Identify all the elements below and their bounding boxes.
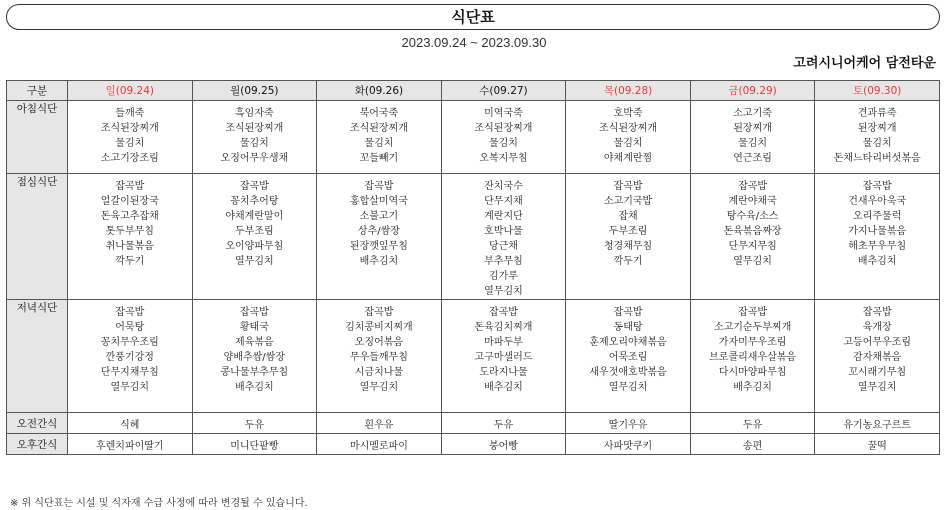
menu-item: 콩나물부추무침 <box>220 367 289 378</box>
menu-cell <box>815 300 940 413</box>
menu-item: 열무김치 <box>608 382 648 393</box>
facility-name: 고려시니어케어 담전타운 <box>793 56 936 71</box>
menu-cell <box>68 300 193 413</box>
row-pm-snack <box>7 434 940 455</box>
menu-table <box>6 80 940 455</box>
header-label: 구분 <box>7 81 68 101</box>
menu-item: 오징어무우생채 <box>220 153 289 164</box>
menu-item: 꽁치무우조림 <box>100 337 159 348</box>
menu-item: 소불고기 <box>359 211 399 222</box>
date-range: 2023.09.24 ~ 2023.09.30 <box>401 35 547 50</box>
menu-item: 야채계란말이 <box>225 211 284 222</box>
menu-item: 시금치나물 <box>354 367 404 378</box>
menu-item: 잡곡밥 <box>613 307 643 318</box>
menu-item: 단무지채무침 <box>100 367 159 378</box>
day-header-thu: 목(09.28) <box>566 81 691 101</box>
menu-item: 호박나물 <box>484 226 523 237</box>
day-header-fri: 금(09.29) <box>690 81 815 101</box>
menu-item: 배추김치 <box>484 382 523 393</box>
menu-item: 물김치 <box>364 138 394 149</box>
menu-item: 물김치 <box>862 138 892 149</box>
menu-item: 두부조림 <box>235 226 274 237</box>
menu-item: 브로콜리새우살볶음 <box>709 352 797 363</box>
menu-cell <box>690 174 815 300</box>
menu-item: 잡곡밥 <box>115 181 145 192</box>
menu-item: 조식된장찌개 <box>100 123 159 134</box>
menu-item: 된장찌개 <box>857 123 897 134</box>
menu-item: 오이양파무침 <box>225 241 284 252</box>
menu-item: 배추김치 <box>359 256 399 267</box>
menu-item: 조식된장찌개 <box>225 123 284 134</box>
menu-item: 조식된장찌개 <box>349 123 408 134</box>
menu-item: 취나물볶음 <box>105 241 154 252</box>
menu-item: 계란지단 <box>484 211 523 222</box>
header-row <box>7 81 940 101</box>
menu-item: 꽁치추어탕 <box>230 196 279 207</box>
menu-item: 상추/쌈장 <box>357 226 400 237</box>
day-header-wed: 수(09.27) <box>441 81 566 101</box>
menu-cell <box>441 174 566 300</box>
menu-item: 깍두기 <box>613 256 643 267</box>
day-header-tue: 화(09.26) <box>317 81 442 101</box>
menu-item: 소고기국밥 <box>603 196 653 207</box>
menu-item: 돈채느타리버섯볶음 <box>833 153 921 164</box>
menu-item: 잡곡밥 <box>488 307 518 318</box>
menu-cell <box>192 174 317 300</box>
row-label: 저녁식단 <box>7 300 68 413</box>
footnote: ※ 위 식단표는 시설 및 식자재 수급 사정에 따라 변경될 수 있습니다. <box>10 498 308 509</box>
menu-item: 당근채 <box>488 241 518 252</box>
menu-item: 동태탕 <box>613 322 643 333</box>
menu-item: 깐풍기강정 <box>105 352 154 363</box>
menu-item: 잡곡밥 <box>364 181 394 192</box>
menu-item: 물김치 <box>613 138 643 149</box>
menu-item: 단무지채 <box>484 196 523 207</box>
menu-item: 잡곡밥 <box>862 181 892 192</box>
menu-item: 물김치 <box>738 138 768 149</box>
menu-item: 어묵탕 <box>115 322 145 333</box>
menu-item: 육개장 <box>862 322 892 333</box>
menu-item: 탕수육/소스 <box>726 211 779 222</box>
menu-item: 미역국죽 <box>484 108 523 119</box>
menu-cell <box>441 101 566 174</box>
snack-cell: 마시멜로파이 <box>317 434 442 455</box>
menu-cell <box>317 101 442 174</box>
menu-item: 잔치국수 <box>484 181 523 192</box>
day-header-mon: 월(09.25) <box>192 81 317 101</box>
menu-item: 두부조림 <box>608 226 648 237</box>
menu-item: 김가루 <box>488 271 518 282</box>
menu-item: 훈제오리야채볶음 <box>589 337 667 348</box>
menu-cell <box>192 300 317 413</box>
menu-item: 호박죽 <box>613 108 643 119</box>
menu-item: 가지나물볶음 <box>848 226 907 237</box>
menu-item: 돈육고추잡채 <box>100 211 159 222</box>
menu-item: 물김치 <box>115 138 145 149</box>
menu-item: 청경채무침 <box>603 241 653 252</box>
menu-item: 고등어무우조림 <box>843 337 911 348</box>
row-label: 오전간식 <box>7 413 68 434</box>
menu-item: 홍합살미역국 <box>349 196 408 207</box>
menu-item: 잡곡밥 <box>239 181 269 192</box>
menu-cell <box>317 174 442 300</box>
menu-item: 오징어볶음 <box>354 337 404 348</box>
menu-item: 제육볶음 <box>235 337 274 348</box>
menu-item: 소고기장조림 <box>100 153 159 164</box>
menu-cell <box>690 101 815 174</box>
menu-item: 잡곡밥 <box>738 307 768 318</box>
menu-item: 잡곡밥 <box>862 307 892 318</box>
snack-cell: 유기농요구르트 <box>815 413 940 434</box>
menu-item: 가자미무우조림 <box>718 337 787 348</box>
menu-item: 단무지무침 <box>728 241 777 252</box>
menu-item: 잡곡밥 <box>613 181 643 192</box>
row-label: 점심식단 <box>7 174 68 300</box>
menu-item: 조식된장찌개 <box>599 123 658 134</box>
menu-item: 꼬시래기무침 <box>848 367 907 378</box>
menu-item: 배추김치 <box>235 382 274 393</box>
row-label: 아침식단 <box>7 101 68 174</box>
menu-item: 잡곡밥 <box>239 307 269 318</box>
menu-item: 톳두부무침 <box>105 226 154 237</box>
snack-cell: 딸기우유 <box>566 413 691 434</box>
menu-item: 조식된장찌개 <box>474 123 533 134</box>
menu-item: 도라지나물 <box>479 367 528 378</box>
menu-item: 북어국죽 <box>359 108 399 119</box>
menu-item: 해초무우무침 <box>848 241 907 252</box>
menu-cell <box>815 101 940 174</box>
menu-item: 오리주물럭 <box>853 211 902 222</box>
menu-cell <box>68 174 193 300</box>
snack-cell: 두유 <box>441 413 566 434</box>
menu-item: 잡곡밥 <box>364 307 394 318</box>
menu-item: 열무김치 <box>484 286 523 297</box>
menu-item: 무우들깨무침 <box>349 352 408 363</box>
page-title: 식단표 <box>6 4 940 30</box>
menu-item: 소고기죽 <box>733 108 772 119</box>
snack-cell: 미니단팥빵 <box>192 434 317 455</box>
snack-cell: 송편 <box>690 434 815 455</box>
menu-item: 돈육볶음짜장 <box>723 226 782 237</box>
menu-item: 마파두부 <box>484 337 523 348</box>
menu-item: 새우젓애호박볶음 <box>589 367 667 378</box>
row-breakfast <box>7 101 940 174</box>
row-label: 오후간식 <box>7 434 68 455</box>
menu-cell <box>815 174 940 300</box>
menu-item: 된장찌개 <box>733 123 772 134</box>
menu-cell <box>441 300 566 413</box>
day-header-sat: 토(09.30) <box>815 81 940 101</box>
menu-cell <box>566 300 691 413</box>
menu-item: 잡곡밥 <box>115 307 145 318</box>
menu-item: 감자채볶음 <box>853 352 902 363</box>
menu-item: 야채계란찜 <box>603 153 653 164</box>
row-am-snack <box>7 413 940 434</box>
menu-item: 고구마샐러드 <box>474 352 533 363</box>
menu-cell <box>192 101 317 174</box>
menu-item: 들깨죽 <box>115 108 145 119</box>
menu-cell <box>690 300 815 413</box>
row-lunch <box>7 174 940 300</box>
menu-item: 열무김치 <box>110 382 150 393</box>
menu-item: 다시마양파무침 <box>718 367 787 378</box>
snack-cell: 붕어빵 <box>441 434 566 455</box>
menu-item: 양배추쌈/쌈장 <box>223 352 286 363</box>
snack-cell: 식혜 <box>68 413 193 434</box>
menu-item: 된장깻잎무침 <box>349 241 408 252</box>
menu-item: 김치콩비지찌개 <box>345 322 413 333</box>
menu-item: 깍두기 <box>115 256 145 267</box>
menu-item: 흑임자죽 <box>235 108 274 119</box>
snack-cell: 흰우유 <box>317 413 442 434</box>
menu-item: 열무김치 <box>235 256 274 267</box>
menu-item: 꼬들빼기 <box>359 153 399 164</box>
menu-item: 부추무침 <box>484 256 523 267</box>
menu-item: 계란야채국 <box>728 196 777 207</box>
menu-item: 배추김치 <box>857 256 897 267</box>
menu-item: 열무김치 <box>359 382 399 393</box>
menu-item: 물김치 <box>488 138 518 149</box>
menu-item: 연근조림 <box>733 153 772 164</box>
menu-item: 황태국 <box>239 322 269 333</box>
menu-item: 잡채 <box>618 211 638 222</box>
menu-item: 견과류죽 <box>857 108 897 119</box>
menu-item: 열무김치 <box>733 256 772 267</box>
menu-item: 잡곡밥 <box>738 181 768 192</box>
menu-cell <box>68 101 193 174</box>
snack-cell: 두유 <box>690 413 815 434</box>
menu-cell <box>566 101 691 174</box>
row-dinner <box>7 300 940 413</box>
menu-item: 어묵조림 <box>608 352 648 363</box>
menu-item: 배추김치 <box>733 382 772 393</box>
menu-item: 오복지무침 <box>479 153 528 164</box>
menu-item: 물김치 <box>239 138 269 149</box>
day-header-sun: 일(09.24) <box>68 81 193 101</box>
menu-item: 건새우아욱국 <box>848 196 907 207</box>
menu-cell <box>317 300 442 413</box>
snack-cell: 두유 <box>192 413 317 434</box>
menu-item: 돈육김치찌개 <box>474 322 533 333</box>
snack-cell: 후렌치파이딸기 <box>68 434 193 455</box>
snack-cell: 사파맛쿠키 <box>566 434 691 455</box>
menu-item: 열무김치 <box>857 382 897 393</box>
menu-cell <box>566 174 691 300</box>
menu-item: 얼갈이된장국 <box>100 196 159 207</box>
snack-cell: 꿀떡 <box>815 434 940 455</box>
menu-item: 소고기순두부찌개 <box>713 322 792 333</box>
